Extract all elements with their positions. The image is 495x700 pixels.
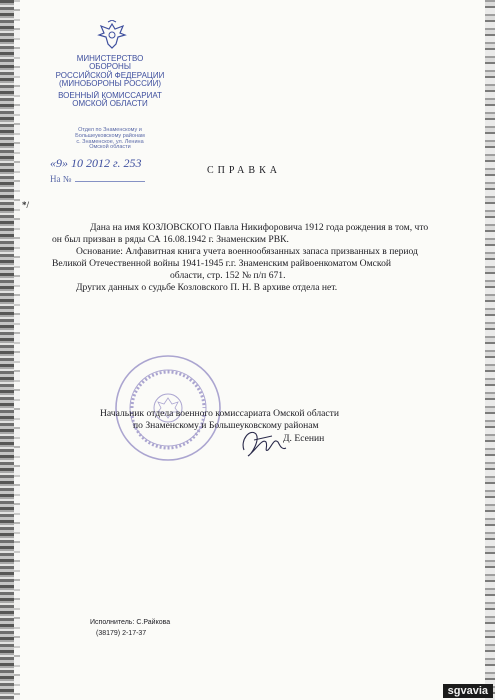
watermark-label: sgvavia	[443, 684, 493, 698]
ministry-line: МИНИСТЕРСТВО ОБОРОНЫ	[76, 54, 144, 72]
document-body	[52, 222, 442, 294]
scan-edge-right	[485, 0, 495, 700]
signatory-department: по Знаменскому и Большеуковскому районам	[133, 420, 319, 431]
address-line: Отдел по Знаменскому и	[78, 127, 142, 133]
commissariat-line: ВОЕННЫЙ КОМИССАРИАТ	[58, 91, 162, 100]
executor-phone: (38179) 2-17-37	[96, 630, 147, 637]
scan-mark: */	[22, 200, 30, 210]
address-line: с. Знаменское, ул. Ленина	[76, 138, 144, 145]
ministry-line: РОССИЙСКОЙ ФЕДЕРАЦИИ	[55, 70, 165, 80]
scan-edge-left	[0, 0, 14, 700]
document-date: «9» 10 2012 г. 253	[50, 156, 142, 170]
address-line: Омской области	[89, 144, 131, 151]
reference-label: На №	[50, 174, 72, 184]
executor-info	[90, 617, 170, 639]
reference-blank	[75, 181, 145, 182]
body-line: области, стр. 152 № п/п 671.	[170, 270, 286, 281]
body-line: Основание: Алфавитная книга учета военнообязанных запаса призванных в период	[76, 246, 418, 257]
signatory-name: Д. Есенин	[283, 433, 325, 444]
ministry-line: (МИНОБОРОНЫ РОССИИ)	[58, 79, 162, 89]
reference-number	[50, 174, 145, 184]
commissariat-header	[55, 92, 165, 109]
address-line: Большеуковскому районам	[75, 132, 145, 139]
body-line: он был призван в ряды СА 16.08.1942 г. Знаменским РВК.	[52, 234, 289, 245]
handwritten-signature-icon	[238, 420, 288, 462]
body-line: Дана на имя КОЗЛОВСКОГО Павла Никифоровича 1912 года рождения в том, что	[90, 222, 429, 233]
signatory-title: Начальник отдела военного комиссариата Омской области	[100, 408, 339, 419]
document-title: СПРАВКА	[207, 165, 281, 176]
department-address	[55, 128, 165, 151]
commissariat-line: ОМСКОЙ ОБЛАСТИ	[72, 99, 148, 109]
ministry-header	[55, 55, 165, 89]
eagle-emblem-icon	[95, 20, 129, 52]
body-line: Других данных о судьбе Козловского П. Н. В архиве отдела нет.	[76, 282, 338, 293]
scan-edge-left-inner	[14, 0, 20, 700]
body-line: Великой Отечественной войны 1941-1945 г.г. Знаменским райвоенкоматом Омской	[52, 258, 392, 269]
executor-name: Исполнитель: С.Райкова	[90, 619, 171, 626]
